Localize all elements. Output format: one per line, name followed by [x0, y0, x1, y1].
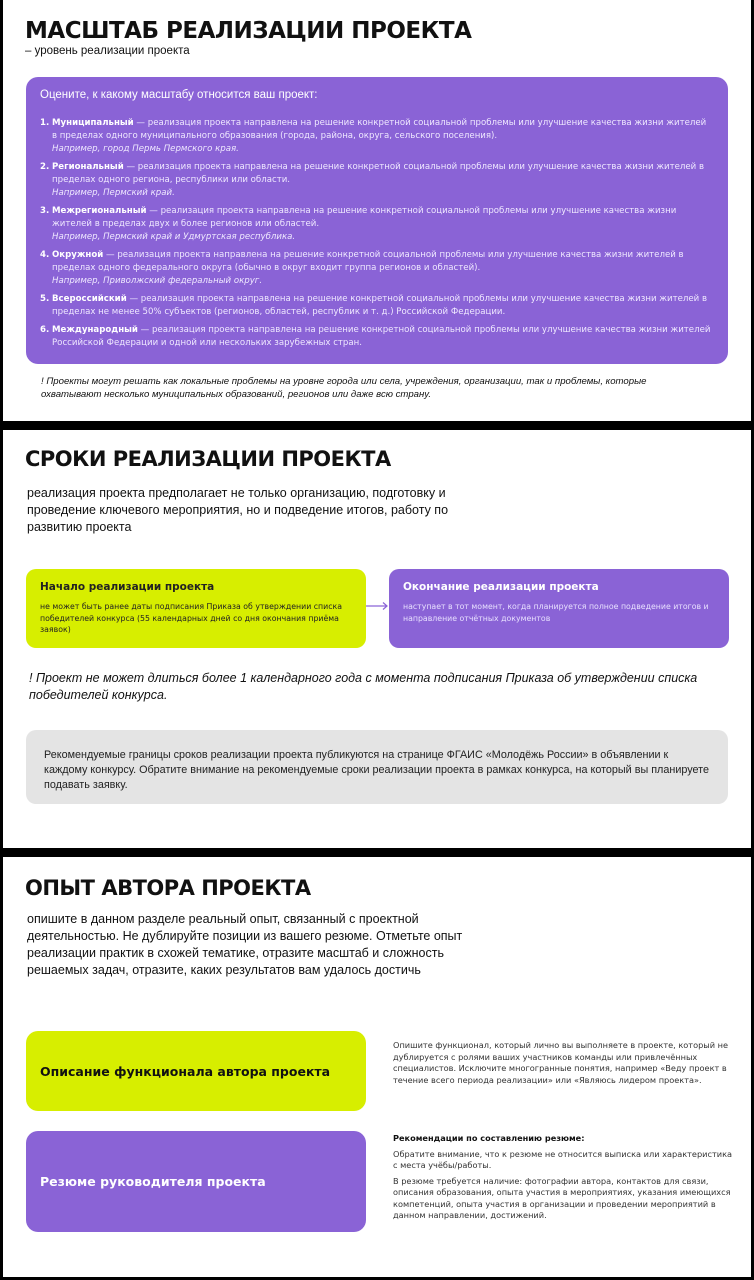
item-name: Всероссийский — [51, 294, 127, 304]
slide-project-scale — [3, 0, 751, 421]
item-text: — реализация проекта направлена на решение конкретной социальной проблемы или улучшение качества жизни жителей в пределах одного региона, республики или области. — [52, 162, 705, 185]
scale-item — [40, 161, 714, 200]
item-text: — реализация проекта направлена на решение конкретной социальной проблемы или улучшение качества жизни жителей в пределах одного федерального округа (обычно в округ входит группа регионов и областей). — [52, 250, 684, 273]
page-title: ОПЫТ АВТОРА ПРОЕКТА — [25, 876, 311, 900]
item-name: Муниципальный — [51, 118, 134, 128]
experience-lead: опишите в данном разделе реальный опыт, связанный с проектной деятельностью. Не дублируйте позиции из вашего резюме. Отметьте опыт реализации практик в схожей тематике, отразите масштаб и сложность решаемых задач, отразите, каких результатов вам удалось достичь — [27, 912, 463, 977]
item-example: Например, Пермский край и Удмуртская республика. — [52, 232, 296, 242]
end-title: Окончание реализации проекта — [403, 581, 599, 593]
scale-card — [26, 77, 728, 364]
resume-rec-paragraph: Обратите внимание, что к резюме не относится выписка или характеристика с места учёбы/работы. — [393, 1148, 733, 1170]
item-example: Например, Приволжский федеральный округ. — [52, 276, 263, 286]
page-title: СРОКИ РЕАЛИЗАЦИИ ПРОЕКТА — [25, 447, 391, 471]
resume-rec-title: Рекомендации по составлению резюме: — [393, 1133, 585, 1143]
item-text: — реализация проекта направлена на решение конкретной социальной проблемы или улучшение качества жизни жителей в пределах двух и более регионов или областей. — [52, 206, 677, 229]
resume-label: Резюме руководителя проекта — [40, 1174, 266, 1189]
item-number: 2. — [40, 162, 50, 172]
scale-item — [40, 205, 714, 244]
scale-intro: Оцените, к какому масштабу относится ваш проект: — [40, 89, 318, 101]
start-box — [26, 569, 366, 648]
item-text: — реализация проекта направлена на решение конкретной социальной проблемы или улучшение качества жизни жителей в пределах не менее 50% субъектов (регионов, областей, республик и т. д.) Российской Федерации. — [52, 294, 708, 317]
scale-item — [40, 249, 714, 288]
item-number: 1. — [40, 118, 50, 128]
item-name: Международный — [51, 325, 138, 335]
slide-author-experience — [3, 857, 751, 1277]
scale-item — [40, 293, 714, 319]
end-text: наступает в тот момент, когда планируется полное подведение итогов и направление отчётных документов — [403, 602, 709, 623]
scale-list — [40, 117, 714, 350]
scale-note: ! Проекты могут решать как локальные проблемы на уровне города или села, учреждения, организации, так и проблемы, которые охватывают несколько муниципальных образований, регионов или даже всю страну. — [41, 376, 647, 400]
page-subtitle: – уровень реализации проекта — [25, 45, 190, 57]
start-title: Начало реализации проекта — [40, 581, 215, 593]
slide-project-timing — [3, 430, 751, 848]
item-name: Региональный — [51, 162, 124, 172]
timing-lead: реализация проекта предполагает не только организацию, подготовку и проведение ключевого мероприятия, но и подведение итогов, работу по развитию проекта — [27, 486, 449, 534]
item-text: — реализация проекта направлена на решение конкретной социальной проблемы или улучшение качества жизни жителей в пределах одного муниципального образования (города, района, округа, сельского поселения). — [52, 118, 707, 141]
page-title: МАСШТАБ РЕАЛИЗАЦИИ ПРОЕКТА — [25, 18, 472, 44]
resume-recommendations — [393, 1133, 733, 1226]
item-text: — реализация проекта направлена на решение конкретной социальной проблемы или улучшение качества жизни жителей Российской Федерации и одной или нескольких зарубежных стран. — [52, 325, 711, 348]
timing-note: ! Проект не может длиться более 1 календарного года с момента подписания Приказа об утверждении списка победителей конкурса. — [29, 671, 698, 702]
item-name: Межрегиональный — [51, 206, 147, 216]
scale-item — [40, 324, 714, 350]
arrow-right-icon — [366, 600, 389, 612]
scale-item — [40, 117, 714, 156]
item-name: Окружной — [51, 250, 104, 260]
item-example: Например, город Пермь Пермского края. — [52, 144, 239, 154]
start-text: не может быть ранее даты подписания Приказа об утверждении списка победителей конкурса (55 календарных дней со дня окончания приёма заявок) — [40, 602, 342, 634]
author-functions-text: Опишите функционал, который лично вы выполняете в проекте, который не дублируется с ролями ваших участников команды или привлечённых специалистов. Исключите многогранные понятия, например «Веду проект в течение всего периода реализации» или «Являюсь лидером проекта». — [393, 1040, 729, 1085]
item-number: 3. — [40, 206, 50, 216]
item-example: Например, Пермский край. — [52, 188, 175, 198]
resume-rec-paragraph: В резюме требуется наличие: фотографии автора, контактов для связи, описания образования, опыта участия в мероприятиях, указания имеющихся компетенций, опыта участия в организации и проведении мероприятий в данном направлении, достижений. — [393, 1175, 731, 1220]
timing-info-box: Рекомендуемые границы сроков реализации проекта публикуются на странице ФГАИС «Молодёжь России» в объявлении к каждому конкурсу. Обратите внимание на рекомендуемые сроки реализации проекта в рамках конкурса, на который вы планируете подавать заявку. — [26, 730, 728, 804]
author-functions-label: Описание функционала автора проекта — [40, 1063, 331, 1079]
item-number: 5. — [40, 294, 50, 304]
item-number: 6. — [40, 325, 50, 335]
resume-block — [26, 1131, 366, 1232]
author-functions-block — [26, 1031, 366, 1111]
end-box — [389, 569, 729, 648]
item-number: 4. — [40, 250, 50, 260]
